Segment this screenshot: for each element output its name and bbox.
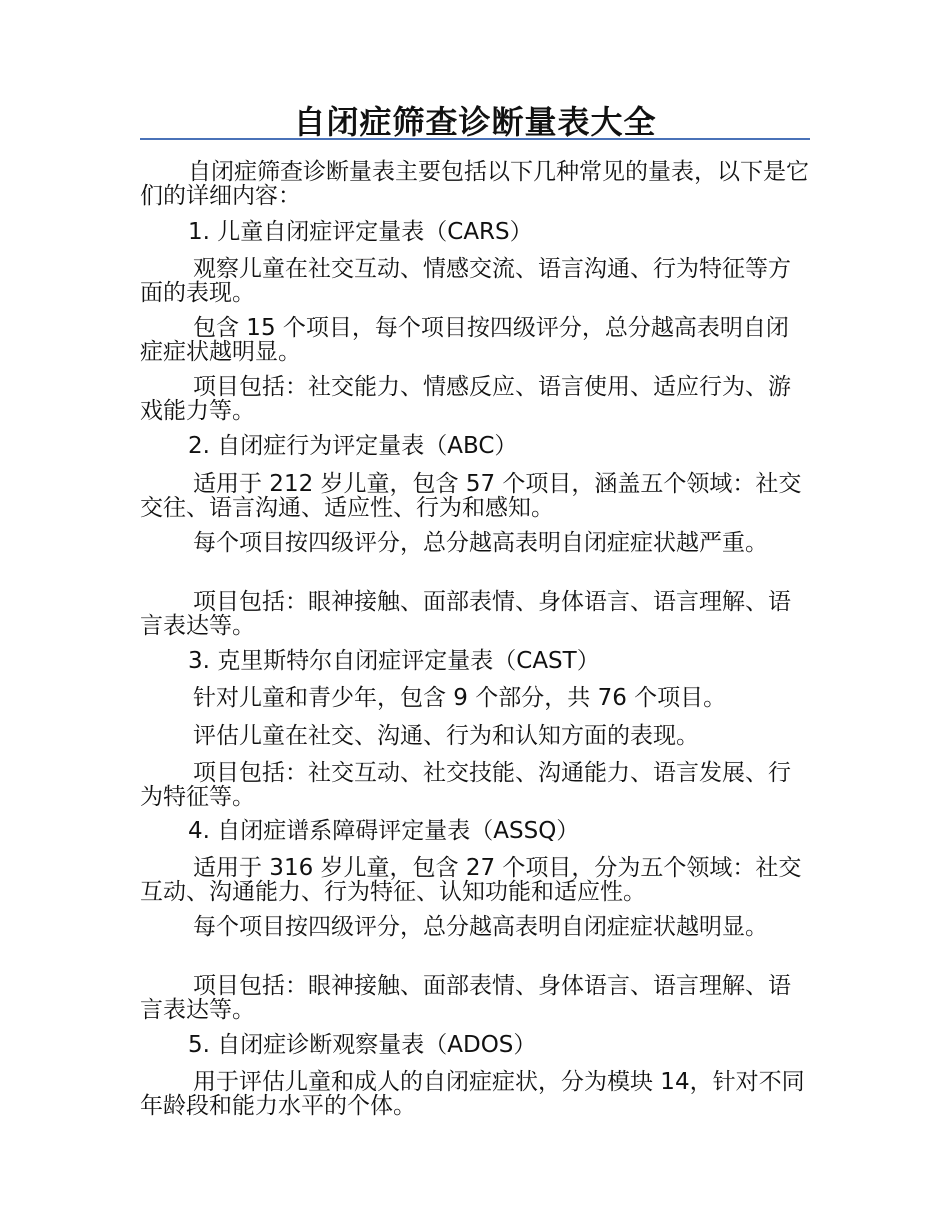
cast-item-3: 项目包括：社交互动、社交技能、沟通能力、语言发展、行为特征等。 (140, 760, 791, 810)
cars-item-3: 项目包括：社交能力、情感反应、语言使用、适应行为、游戏能力等。 (140, 374, 791, 424)
section-heading-cars: 1. 儿童自闭症评定量表（CARS） (188, 219, 533, 245)
section-heading-cast: 3. 克里斯特尔自闭症评定量表（CAST） (188, 648, 600, 674)
page-title: 自闭症筛查诊断量表大全 (293, 103, 657, 141)
section-heading-assq: 4. 自闭症谱系障碍评定量表（ASSQ） (188, 818, 580, 844)
assq-item-3: 项目包括：眼神接触、面部表情、身体语言、语言理解、语言表达等。 (140, 973, 791, 1023)
section-heading-abc: 2. 自闭症行为评定量表（ABC） (188, 433, 518, 459)
cars-item-1: 观察儿童在社交互动、情感交流、语言沟通、行为特征等方面的表现。 (140, 256, 791, 306)
abc-item-3: 项目包括：眼神接触、面部表情、身体语言、语言理解、语言表达等。 (140, 589, 791, 639)
intro-paragraph: 自闭症筛查诊断量表主要包括以下几种常见的量表，以下是它们的详细内容： (140, 159, 809, 209)
cast-item-1: 针对儿童和青少年，包含 9 个部分，共 76 个项目。 (193, 685, 727, 711)
section-heading-ados: 5. 自闭症诊断观察量表（ADOS） (188, 1032, 537, 1058)
title-underline (140, 138, 810, 140)
assq-item-2: 每个项目按四级评分，总分越高表明自闭症症状越明显。 (193, 914, 768, 940)
ados-item-1: 用于评估儿童和成人的自闭症症状，分为模块 14，针对不同年龄段和能力水平的个体。 (140, 1069, 805, 1119)
abc-item-2: 每个项目按四级评分，总分越高表明自闭症症状越严重。 (193, 530, 768, 556)
abc-item-1: 适用于 212 岁儿童，包含 57 个项目，涵盖五个领域：社交交往、语言沟通、适应性、行为和感知。 (140, 471, 802, 521)
cast-item-2: 评估儿童在社交、沟通、行为和认知方面的表现。 (193, 723, 699, 749)
assq-item-1: 适用于 316 岁儿童，包含 27 个项目，分为五个领域：社交互动、沟通能力、行为特征、认知功能和适应性。 (140, 855, 802, 905)
cars-item-2: 包含 15 个项目，每个项目按四级评分，总分越高表明自闭症症状越明显。 (140, 315, 789, 365)
